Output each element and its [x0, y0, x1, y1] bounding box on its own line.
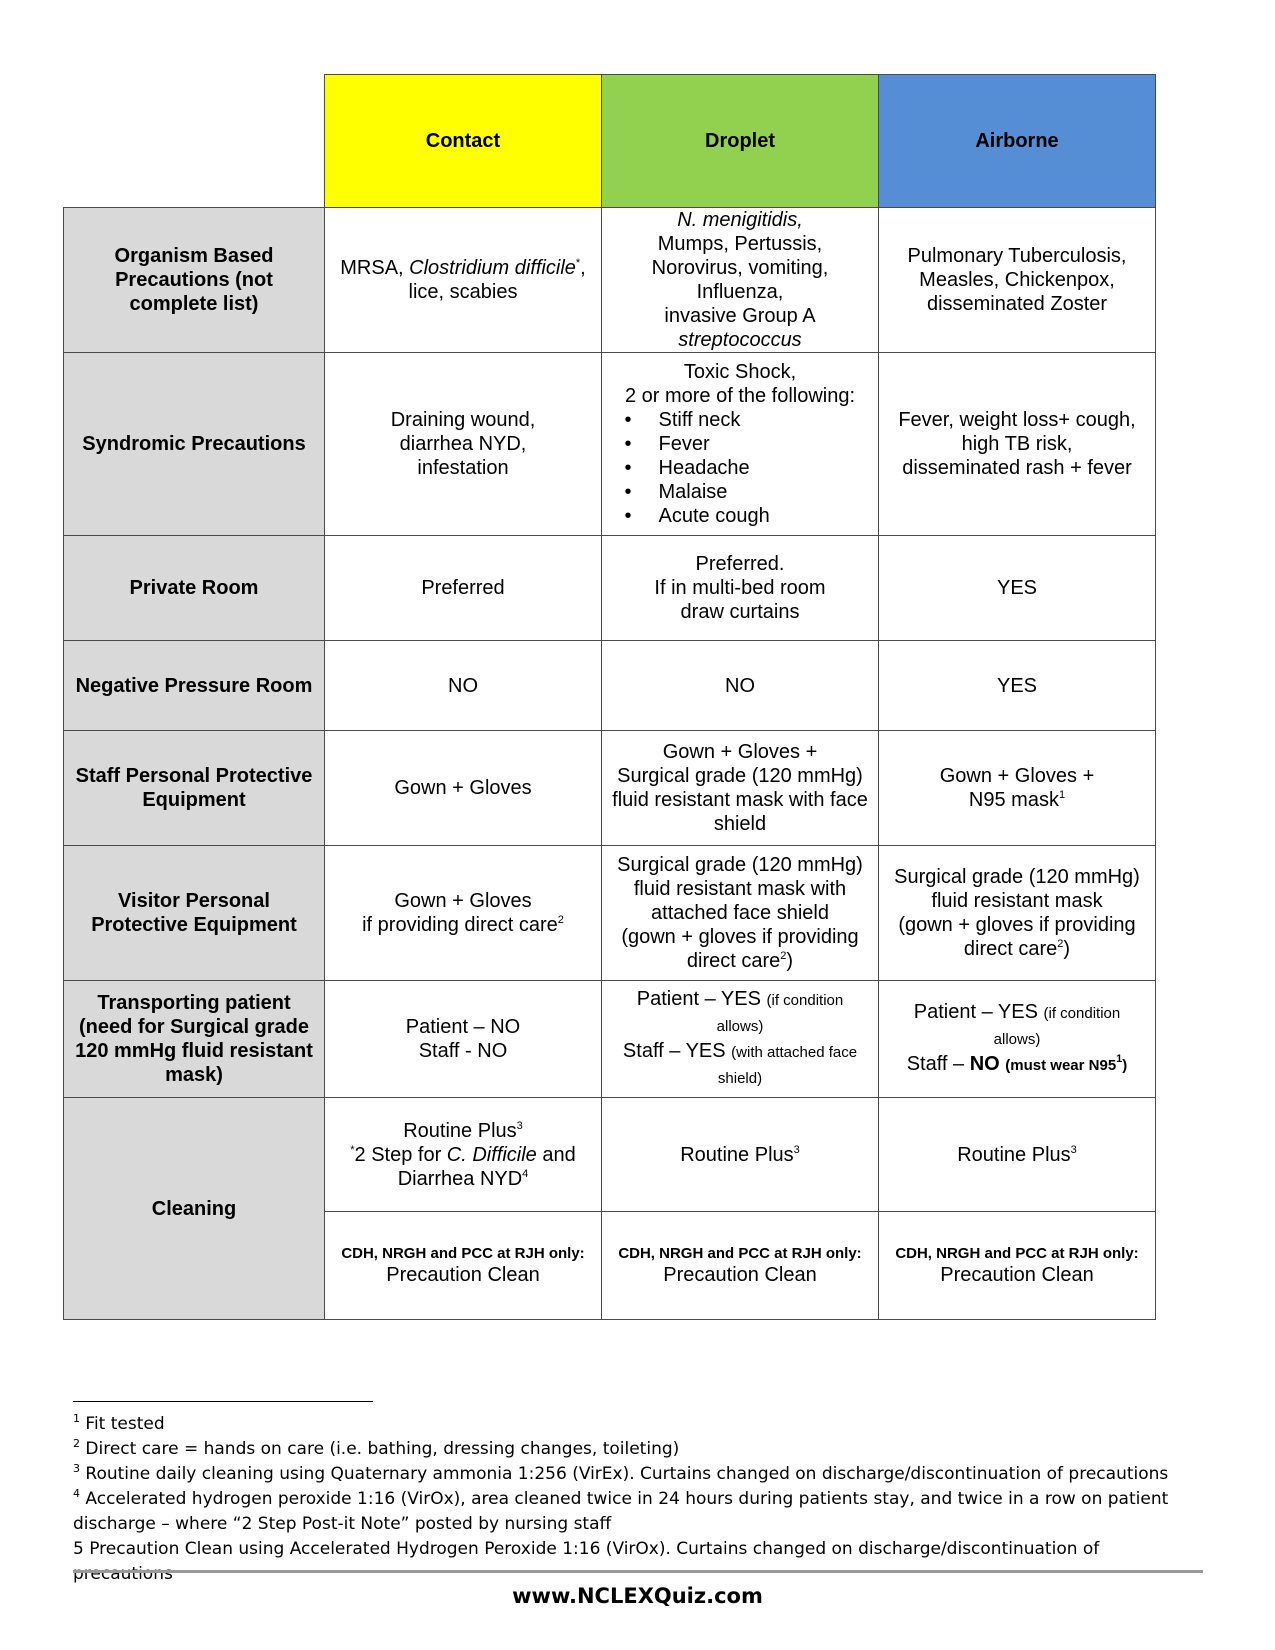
cell-text: Surgical grade (120 mmHg) — [894, 866, 1140, 888]
cell-text: Fever, weight loss+ cough, — [898, 409, 1136, 431]
cell-cleaning-airborne — [879, 1098, 1156, 1212]
cell-text: 2 Step for — [354, 1143, 442, 1166]
column-header-contact: Contact — [325, 75, 602, 208]
cell-text: if providing direct care — [362, 914, 558, 936]
cell-organism-airborne — [879, 208, 1156, 353]
cell-text: Routine Plus — [680, 1143, 794, 1166]
footnote-ref: 3 — [793, 1143, 800, 1156]
cell-text: Mumps, Pertussis, — [657, 233, 823, 255]
cell-note: (if condition allows) — [993, 1005, 1121, 1048]
cell-text: Routine Plus — [403, 1119, 517, 1142]
cell-text: Preferred. — [695, 553, 785, 575]
cell-text: fluid resistant mask with face shield — [612, 789, 868, 835]
cell-text: Influenza, — [696, 281, 784, 303]
cell-visitor-ppe-airborne — [879, 846, 1156, 981]
cell-precaution-clean-airborne — [879, 1212, 1156, 1320]
cell-text: ) — [786, 950, 794, 972]
footnote-5: 5 Precaution Clean using Accelerated Hydrogen Peroxide 1:16 (VirOx). Curtains changed on discharge/discontinuation of precautions — [73, 1539, 1100, 1584]
cell-negative-pressure-droplet: NO — [602, 641, 879, 731]
cell-text: Toxic Shock, — [683, 361, 797, 383]
site-note: CDH, NRGH and PCC at RJH only: — [895, 1245, 1139, 1262]
cell-text: Gown + Gloves — [394, 890, 532, 912]
site-note: CDH, NRGH and PCC at RJH only: — [341, 1245, 585, 1262]
bottom-divider — [73, 1570, 1203, 1573]
cell-note: ) — [1122, 1057, 1128, 1074]
footnote-1 — [73, 1412, 1203, 1437]
cell-text: and — [542, 1143, 576, 1166]
footnote-3 — [73, 1462, 1203, 1487]
cell-visitor-ppe-droplet — [602, 846, 879, 981]
cell-syndromic-contact — [325, 353, 602, 536]
cell-text: Patient – YES — [636, 988, 761, 1010]
table-row — [64, 1098, 1156, 1212]
cell-note: (must wear N95 — [1005, 1057, 1117, 1074]
cell-text: (gown + gloves if providing — [621, 926, 859, 948]
table-row — [64, 208, 1156, 353]
cell-syndromic-airborne — [879, 353, 1156, 536]
cell-negative-pressure-contact: NO — [325, 641, 602, 731]
table-row — [64, 353, 1156, 536]
cell-text: Measles, Chickenpox, — [919, 269, 1115, 291]
row-header-organism: Organism Based Precautions (not complete list) — [64, 208, 325, 353]
cell-text: (gown + gloves if providing — [898, 914, 1136, 936]
cell-text: infestation — [417, 457, 509, 479]
precautions-table — [63, 74, 1156, 1320]
cell-text: Surgical grade (120 mmHg) — [617, 765, 863, 787]
cell-note: (with attached face shield) — [717, 1044, 858, 1087]
cell-private-room-droplet — [602, 536, 879, 641]
footnote-text: Accelerated hydrogen peroxide 1:16 (VirOx), area cleaned twice in 24 hours during patients stay, and twice in a row on patient discharge – where “2 Step Post-it Note” posted by nursing staff — [73, 1489, 1169, 1534]
cell-text: Surgical grade (120 mmHg) — [617, 854, 863, 876]
cell-text-italic: Clostridium difficile — [409, 257, 576, 279]
footnote-number: 4 — [73, 1487, 80, 1500]
table-row — [64, 641, 1156, 731]
cell-private-room-airborne: YES — [879, 536, 1156, 641]
cell-text: Diarrhea NYD — [397, 1167, 523, 1190]
cell-staff-ppe-airborne — [879, 731, 1156, 846]
table-row — [64, 536, 1156, 641]
row-header-staff-ppe: Staff Personal Protective Equipment — [64, 731, 325, 846]
footnote-ref: 1 — [1116, 1053, 1123, 1065]
cell-text-italic: C. Difficile — [446, 1143, 537, 1166]
row-header-cleaning: Cleaning — [64, 1098, 325, 1320]
footnotes — [73, 1412, 1203, 1587]
footnote-ref: 3 — [516, 1119, 523, 1132]
cell-text: Patient – NO — [405, 1016, 521, 1038]
cell-text: Routine Plus — [957, 1143, 1071, 1166]
footnote-text: Fit tested — [85, 1414, 165, 1434]
cell-text: Precaution Clean — [386, 1264, 540, 1286]
cell-text: Precaution Clean — [940, 1264, 1094, 1286]
cell-visitor-ppe-contact — [325, 846, 602, 981]
cell-private-room-contact: Preferred — [325, 536, 602, 641]
list-item: • Fever — [623, 432, 858, 456]
cell-transport-droplet — [602, 981, 879, 1098]
footnote-ref: 3 — [1070, 1143, 1077, 1156]
list-item: • Malaise — [623, 480, 858, 504]
cell-text: 2 or more of the following: — [624, 385, 856, 407]
cell-text: lice, scabies — [408, 281, 518, 303]
footnote-2 — [73, 1437, 1203, 1462]
footnote-ref: * — [350, 1143, 355, 1156]
cell-text-bold: NO — [969, 1053, 1000, 1075]
cell-organism-droplet — [602, 208, 879, 353]
cell-text: Staff – — [906, 1053, 965, 1075]
cell-text: Staff - NO — [418, 1040, 508, 1062]
table-row — [64, 731, 1156, 846]
footnote-4 — [73, 1487, 1203, 1537]
corner-cell — [64, 75, 325, 208]
cell-note: (if condition allows) — [716, 992, 844, 1035]
cell-text: invasive Group A — [664, 305, 816, 327]
cell-transport-airborne — [879, 981, 1156, 1098]
cell-text: disseminated rash + fever — [902, 457, 1132, 479]
cell-text: Precaution Clean — [663, 1264, 817, 1286]
footnote-number: 2 — [73, 1437, 80, 1450]
footnote-divider — [73, 1401, 373, 1402]
table-row — [64, 981, 1156, 1098]
list-item: • Acute cough — [623, 504, 858, 528]
cell-precaution-clean-contact — [325, 1212, 602, 1320]
cell-staff-ppe-droplet — [602, 731, 879, 846]
cell-text: N95 mask — [968, 789, 1059, 811]
cell-organism-contact — [325, 208, 602, 353]
cell-text: Patient – YES — [913, 1001, 1038, 1023]
cell-text-italic: N. menigitidis, — [677, 209, 803, 231]
cell-text: Pulmonary Tuberculosis, — [907, 245, 1127, 267]
row-header-negative-pressure: Negative Pressure Room — [64, 641, 325, 731]
table-row — [64, 846, 1156, 981]
cell-transport-contact — [325, 981, 602, 1098]
list-item: • Stiff neck — [623, 408, 858, 432]
column-header-droplet: Droplet — [602, 75, 879, 208]
column-header-airborne: Airborne — [879, 75, 1156, 208]
cell-cleaning-droplet — [602, 1098, 879, 1212]
row-header-visitor-ppe: Visitor Personal Protective Equipment — [64, 846, 325, 981]
cell-text: draw curtains — [680, 601, 800, 623]
site-note: CDH, NRGH and PCC at RJH only: — [618, 1245, 862, 1262]
footnote-number: 1 — [73, 1412, 80, 1425]
cell-negative-pressure-airborne: YES — [879, 641, 1156, 731]
cell-text: Gown + Gloves + — [939, 765, 1095, 787]
footnote-text: Direct care = hands on care (i.e. bathing, dressing changes, toileting) — [85, 1439, 680, 1459]
cell-cleaning-contact — [325, 1098, 602, 1212]
cell-text: attached face shield — [651, 902, 829, 924]
row-header-syndromic: Syndromic Precautions — [64, 353, 325, 536]
cell-staff-ppe-contact: Gown + Gloves — [325, 731, 602, 846]
cell-text: ) — [1063, 938, 1071, 960]
footnote-ref: 4 — [522, 1167, 529, 1180]
cell-text: high TB risk, — [961, 433, 1073, 455]
website-link[interactable]: www.NCLEXQuiz.com — [512, 1584, 763, 1608]
cell-text: Gown + Gloves + — [662, 741, 818, 763]
cell-text: disseminated Zoster — [926, 293, 1108, 315]
cell-text: , — [580, 257, 586, 279]
footnote-ref: 1 — [1058, 789, 1066, 801]
footnote-number: 3 — [73, 1462, 80, 1475]
row-header-private-room: Private Room — [64, 536, 325, 641]
cell-precaution-clean-droplet — [602, 1212, 879, 1320]
cell-text: fluid resistant mask with — [633, 878, 847, 900]
cell-text: MRSA, — [340, 257, 404, 279]
cell-text: Staff – YES — [622, 1040, 726, 1062]
cell-syndromic-droplet — [602, 353, 879, 536]
list-item: • Headache — [623, 456, 858, 480]
row-header-transport: Transporting patient (need for Surgical grade 120 mmHg fluid resistant mask) — [64, 981, 325, 1098]
symptom-list — [623, 408, 858, 528]
cell-text: Norovirus, vomiting, — [651, 257, 829, 279]
cell-text: Draining wound, — [390, 409, 536, 431]
cell-text: direct care — [686, 950, 781, 972]
cell-text: fluid resistant mask — [931, 890, 1103, 912]
footnote-text: Routine daily cleaning using Quaternary ammonia 1:256 (VirEx). Curtains changed on discharge/discontinuation of precautions — [85, 1464, 1169, 1484]
footnote-ref: 2 — [780, 950, 787, 962]
cell-text-italic: streptococcus — [678, 329, 802, 351]
cell-text: direct care — [963, 938, 1058, 960]
footnote-ref: * — [575, 257, 581, 269]
footnote-ref: 2 — [1057, 938, 1064, 950]
footnote-ref: 2 — [557, 914, 564, 926]
cell-text: If in multi-bed room — [654, 577, 826, 599]
cell-text: diarrhea NYD, — [399, 433, 527, 455]
